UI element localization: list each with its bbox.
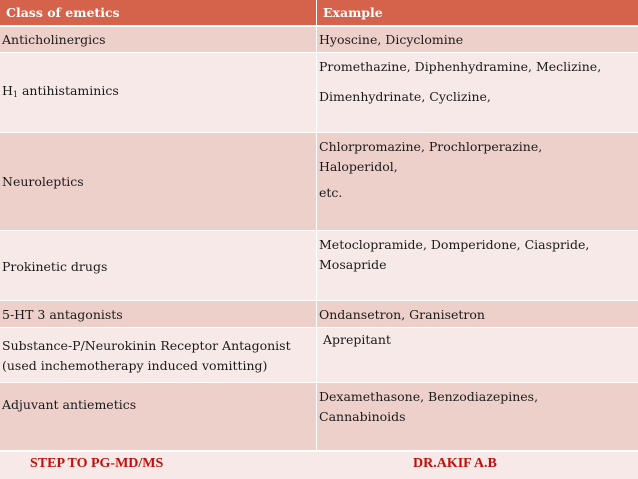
example-line: Chlorpromazine, Prochlorperazine, (319, 139, 543, 154)
class-line: Substance-P/Neurokinin Receptor Antagonist (2, 338, 291, 353)
example-cell (317, 383, 638, 450)
table-row (0, 53, 638, 133)
table-row (0, 133, 638, 231)
example-cell: Aprepitant (323, 332, 391, 347)
class-cell (0, 328, 317, 382)
header-class-of-emetics: Class of emetics (0, 0, 317, 25)
class-subscript: 1 (12, 89, 18, 99)
footer-right-text: DR.AKIF A.B (413, 456, 497, 471)
example-cell (317, 231, 638, 300)
class-cell (0, 53, 317, 132)
footer-left-text: STEP TO PG-MD/MS (30, 456, 164, 471)
table-header-row (0, 0, 638, 27)
class-cell: Anticholinergics (0, 27, 317, 52)
example-cell: Ondansetron, Granisetron (319, 307, 485, 322)
class-line: (used inchemotherapy induced vomitting) (2, 358, 268, 373)
class-cell: Adjuvant antiemetics (0, 383, 317, 450)
example-line: Haloperidol, (319, 159, 398, 174)
example-line: Cannabinoids (319, 409, 406, 424)
class-cell (0, 133, 317, 230)
class-prefix: H (2, 82, 13, 98)
class-cell: Prokinetic drugs (0, 231, 317, 300)
table-row (0, 27, 638, 53)
example-line: Dexamethasone, Benzodiazepines, (319, 389, 539, 404)
example-cell (317, 53, 638, 132)
table-row (0, 231, 638, 301)
example-line: Metoclopramide, Domperidone, Ciaspride, (319, 237, 590, 252)
example-line: etc. (319, 185, 343, 200)
class-label: Neuroleptics (2, 173, 84, 189)
slide-footer (0, 452, 638, 479)
table-row (0, 383, 638, 451)
example-line: Mosapride (319, 257, 387, 272)
table-row (0, 328, 638, 383)
header-example: Example (323, 5, 383, 20)
example-cell: Hyoscine, Dicyclomine (319, 32, 464, 47)
class-cell: 5-HT 3 antagonists (0, 301, 317, 327)
example-line: Promethazine, Diphenhydramine, Meclizine, (319, 59, 602, 74)
example-cell (317, 133, 638, 230)
class-suffix: antihistaminics (18, 82, 119, 98)
table-row (0, 301, 638, 328)
example-line: Dimenhydrinate, Cyclizine, (319, 89, 491, 104)
